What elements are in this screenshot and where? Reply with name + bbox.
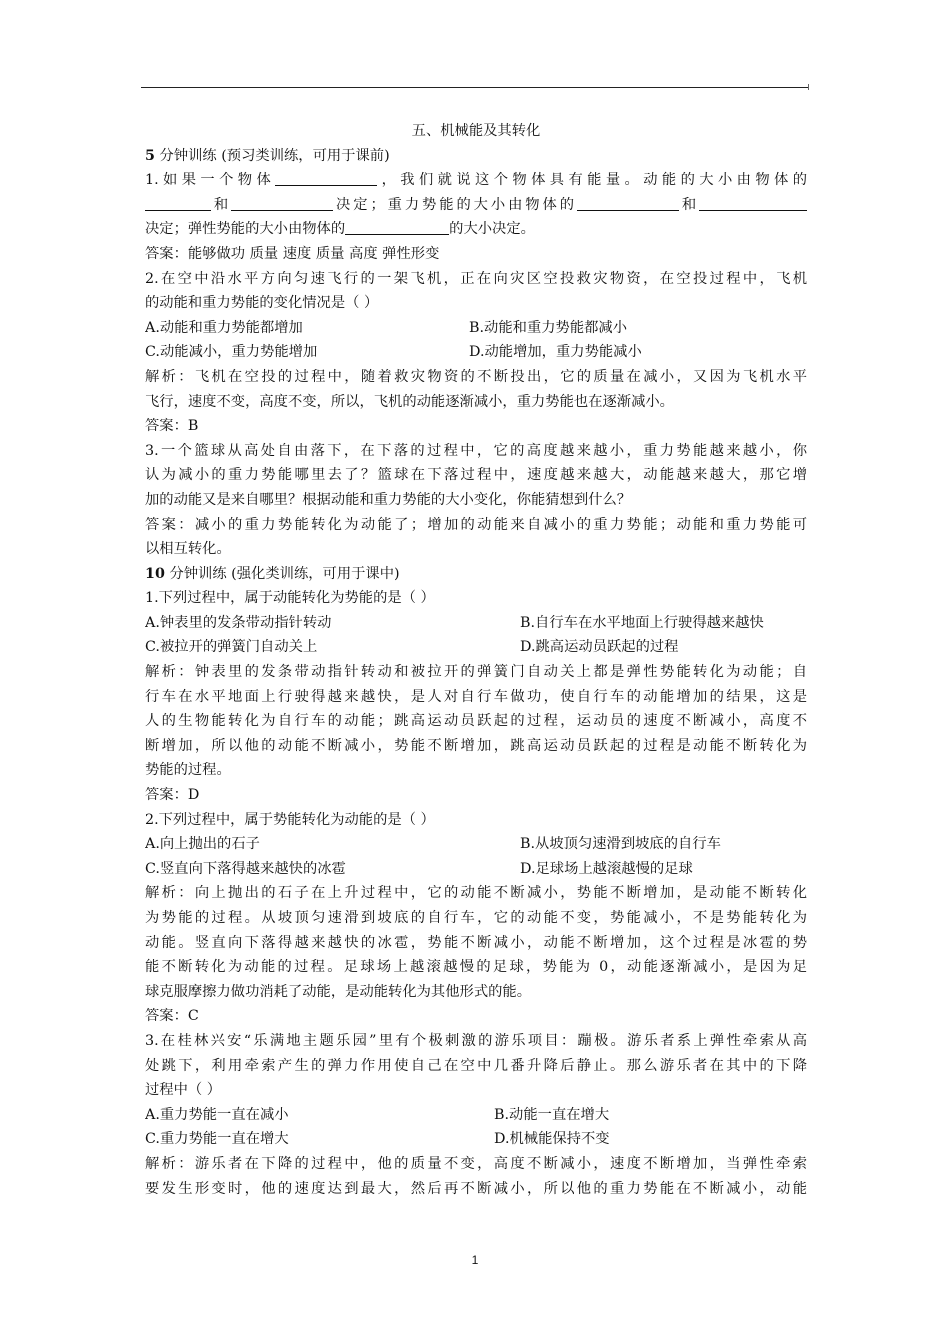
p1-stem: 1.下列过程中，属于动能转化为势能的是（ ） xyxy=(145,590,435,607)
q2-explain-1: 解析：飞机在空投的过程中，随着救灾物资的不断投出，它的质量在减小，又因为飞机水平 xyxy=(145,368,807,385)
option-a: A.动能和重力势能都增加 xyxy=(145,319,303,336)
text: 和 xyxy=(211,196,232,213)
blank xyxy=(345,217,449,235)
q3-answer-1: 答案：减小的重力势能转化为动能了；增加的动能来自减小的重力势能；动能和重力势能可 xyxy=(145,516,807,533)
p1-answer: 答案：D xyxy=(145,787,200,804)
option-a: A.向上抛出的石子 xyxy=(145,836,260,853)
p2-stem: 2.下列过程中，属于势能转化为动能的是（ ） xyxy=(145,811,435,828)
header-rule-tick xyxy=(808,84,809,90)
option-b: B.从坡顶匀速滑到坡底的自行车 xyxy=(520,836,721,853)
option-c: C.重力势能一直在增大 xyxy=(145,1131,289,1148)
q1-line3 xyxy=(145,217,807,242)
page-number: 1 xyxy=(471,1253,479,1267)
text: 的大小决定。 xyxy=(449,221,535,238)
q3-line1: 3.一个篮球从高处自由落下，在下落的过程中，它的高度越来越小，重力势能越来越小，你 xyxy=(145,442,807,459)
p2-explain-3: 动能。竖直向下落得越来越快的冰雹，势能不断减小，动能不断增加，这个过程是冰雹的势 xyxy=(145,934,807,951)
p1-explain-1: 解析：钟表里的发条带动指针转动和被拉开的弹簧门自动关上都是弹性势能转化为动能；自 xyxy=(145,664,807,681)
q2-explain-2: 飞行，速度不变，高度不变，所以，飞机的动能逐渐减小，重力势能也在逐渐减小。 xyxy=(145,393,674,410)
blank xyxy=(699,193,807,211)
option-d: D.足球场上越滚越慢的足球 xyxy=(520,860,693,877)
p1-explain-5: 势能的过程。 xyxy=(145,762,231,779)
q1-answer: 答案：能够做功 质量 速度 质量 高度 弹性形变 xyxy=(145,245,440,262)
option-c: C.被拉开的弹簧门自动关上 xyxy=(145,639,318,656)
p1-options-cd xyxy=(145,635,807,660)
text: 决定；重力势能的大小由物体的 xyxy=(333,196,577,213)
p2-options-ab xyxy=(145,832,807,857)
p2-explain-5: 球克服摩擦力做功消耗了动能，是动能转化为其他形式的能。 xyxy=(145,983,532,1000)
option-b: B.自行车在水平地面上行驶得越来越快 xyxy=(520,614,764,631)
section-heading-10min xyxy=(145,562,807,587)
section-desc: 分钟训练 (预习类训练，可用于课前) xyxy=(154,147,390,164)
q3-answer-2: 以相互转化。 xyxy=(145,541,231,558)
p3-explain-1: 解析：游乐者在下降的过程中，他的质量不变，高度不断减小，速度不断增加，当弹性牵索 xyxy=(145,1155,807,1172)
p2-explain-1: 解析：向上抛出的石子在上升过程中，它的动能不断减小，势能不断增加，是动能不断转化 xyxy=(145,885,807,902)
text: 决定；弹性势能的大小由物体的 xyxy=(145,221,346,238)
p2-options-cd xyxy=(145,857,807,882)
section-desc: 分钟训练 (强化类训练，可用于课中) xyxy=(164,565,400,582)
option-c: C.竖直向下落得越来越快的冰雹 xyxy=(145,860,346,877)
p3-explain-2: 要发生形变时，他的速度达到最大，然后再不断减小，所以他的重力势能在不断减小，动能 xyxy=(145,1180,807,1197)
q2-options-cd xyxy=(145,340,807,365)
p1-explain-3: 人的生物能转化为自行车的动能；跳高运动员跃起的过程，运动员的速度不断减小，高度不 xyxy=(145,713,807,730)
document-body xyxy=(145,119,807,1201)
q2-line2: 的动能和重力势能的变化情况是（ ） xyxy=(145,295,379,312)
text: 和 xyxy=(678,196,700,213)
p1-explain-2: 行车在水平地面上行驶得越来越快，是人对自行车做功，使自行车的动能增加的结果，这是 xyxy=(145,688,807,705)
option-d: D.机械能保持不变 xyxy=(494,1131,610,1148)
q3-line3: 加的动能又是来自哪里？根据动能和重力势能的大小变化，你能猜想到什么？ xyxy=(145,491,632,508)
option-a: A.重力势能一直在减小 xyxy=(145,1106,289,1123)
option-d: D.跳高运动员跃起的过程 xyxy=(520,639,679,656)
header-rule xyxy=(141,87,809,88)
text: ，我们就说这个物体具有能量。动能的大小由物体的 xyxy=(377,172,807,189)
section-minutes: 5 xyxy=(145,147,155,164)
p2-explain-2: 为势能的过程。从坡顶匀速滑到坡底的自行车，它的动能不变，势能减小，不是势能转化为 xyxy=(145,910,807,926)
option-a: A.钟表里的发条带动指针转动 xyxy=(145,614,332,631)
doc-title: 五、机械能及其转化 xyxy=(411,123,541,139)
p3-line1: 3.在桂林兴安“乐满地主题乐园”里有个极刺激的游乐项目：蹦极。游乐者系上弹性牵索从高 xyxy=(145,1032,807,1049)
q2-line1: 2.在空中沿水平方向匀速飞行的一架飞机，正在向灾区空投救灾物资，在空投过程中，飞机 xyxy=(145,270,807,287)
text: 1.如果一个物体 xyxy=(145,172,276,189)
section-heading-5min xyxy=(145,144,807,169)
p3-line3: 过程中（ ） xyxy=(145,1082,222,1099)
blank xyxy=(577,193,679,211)
q3-line2: 认为减小的重力势能哪里去了？篮球在下落过程中，速度越来越大，动能越来越大，那它增 xyxy=(145,467,807,484)
p3-options-ab xyxy=(145,1103,807,1128)
q1-line2 xyxy=(145,193,807,218)
section-minutes: 10 xyxy=(145,565,165,582)
q1-line1 xyxy=(145,168,807,193)
p2-answer: 答案：C xyxy=(145,1008,199,1025)
option-b: B.动能和重力势能都减小 xyxy=(469,319,628,336)
p1-options-ab xyxy=(145,611,807,636)
blank xyxy=(231,193,333,211)
p3-options-cd xyxy=(145,1127,807,1152)
option-c: C.动能减小，重力势能增加 xyxy=(145,344,318,361)
p1-explain-4: 断增加，所以他的动能不断减小，势能不断增加，跳高运动员跃起的过程是动能不断转化为 xyxy=(145,737,807,754)
p3-line2: 处跳下，利用牵索产生的弹力作用使自己在空中几番升降后静止。那么游乐者在其中的下降 xyxy=(145,1057,807,1074)
option-b: B.动能一直在增大 xyxy=(494,1106,610,1123)
q2-answer: 答案：B xyxy=(145,418,199,435)
blank xyxy=(275,168,377,186)
blank xyxy=(145,193,211,211)
option-d: D.动能增加，重力势能减小 xyxy=(469,344,642,361)
q2-options-ab xyxy=(145,316,807,341)
p2-explain-4: 能不断转化为动能的过程。足球场上越滚越慢的足球，势能为 0，动能逐渐减小，是因为足 xyxy=(145,959,807,976)
